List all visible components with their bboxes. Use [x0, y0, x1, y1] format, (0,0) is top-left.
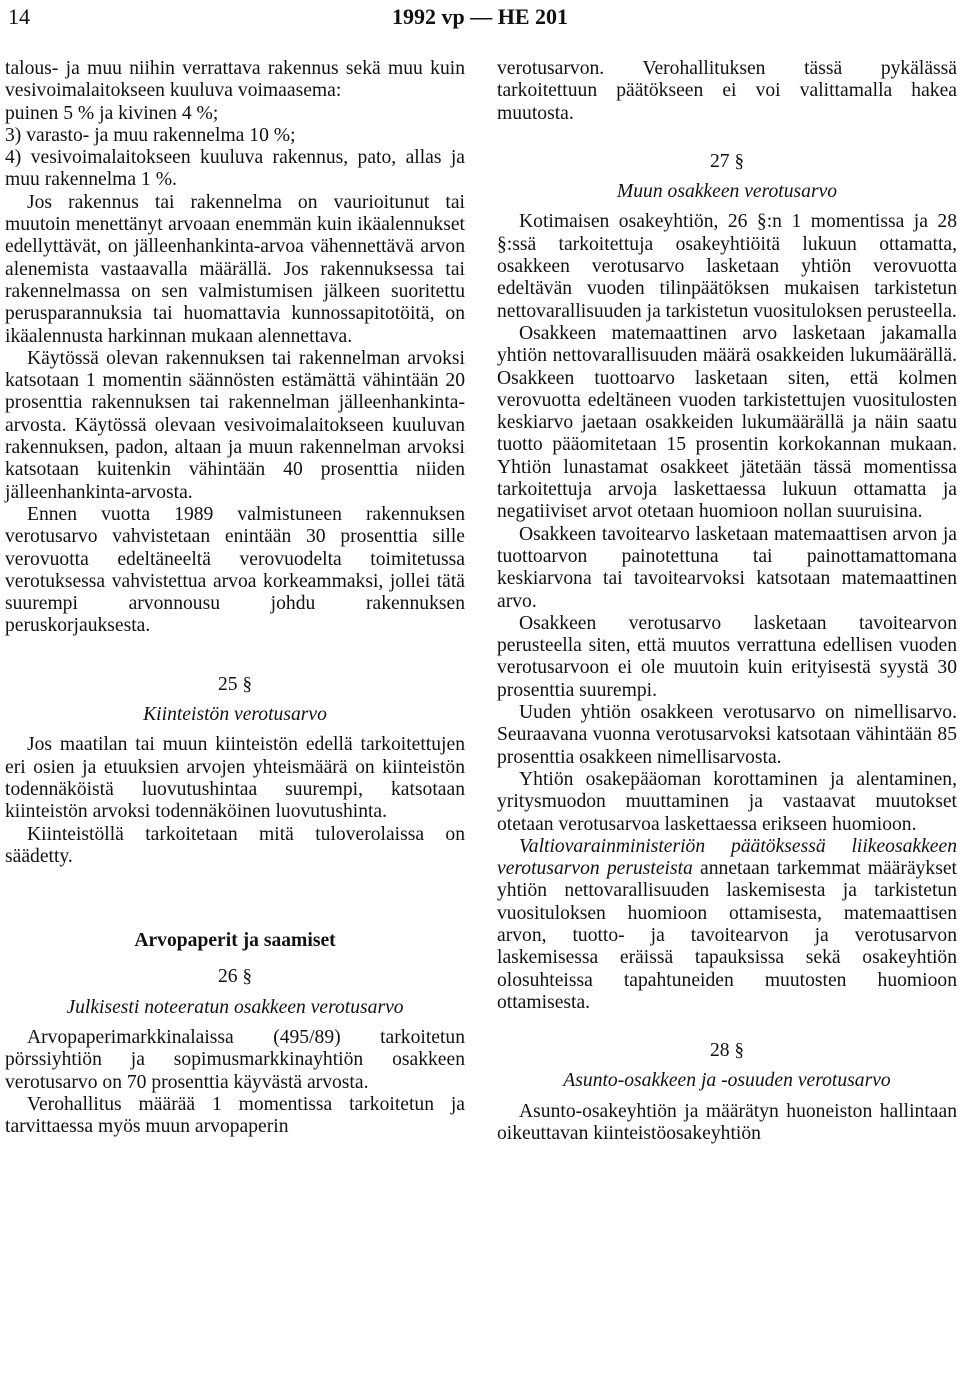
paragraph: Kiinteistöllä tarkoitetaan mitä tuloverolaissa on säädetty.: [5, 823, 465, 867]
paragraph: Jos rakennus tai rakennelma on vaurioitunut tai muutoin menettänyt arvoaan enemmän kuin ikäalennukset edellyttävät, on jälleenhankinta-arvoa vähennettävä arvon alenemista vastaavalla määrällä. Jos rakennuksessa tai rakennelmassa on sen valmistumisen jälkeen suoritettu perusparannuksia tai huomattavia kunnossapitotöitä, on ikäalennusta harkinnan mukaan alennettava.: [5, 191, 465, 347]
paragraph: Yhtiön osakepääoman korottaminen ja alentaminen, yritysmuodon muuttaminen ja vastaavat muutokset otetaan verotusarvoa laskettaessa erikseen huomioon.: [497, 768, 957, 835]
section-title-26: Julkisesti noteeratun osakkeen verotusarvo: [66, 996, 404, 1018]
left-column: [5, 58, 465, 1138]
paragraph: Asunto-osakeyhtiön ja määrätyn huoneiston hallintaan oikeuttavan kiinteistöosakeyhtiön: [497, 1100, 957, 1145]
page-number: 14: [8, 4, 30, 29]
section-number-27: 27 §: [710, 150, 744, 172]
section-number-25: 25 §: [218, 673, 252, 695]
paragraph: Verohallitus määrää 1 momentissa tarkoitetun ja tarvittaessa myös muun arvopaperin: [5, 1093, 465, 1138]
paragraph: talous- ja muu niihin verrattava rakennus sekä muu kuin vesivoimalaitokseen kuuluva voimaasema:: [5, 58, 465, 102]
section-title-28: Asunto-osakkeen ja -osuuden verotusarvo: [563, 1070, 891, 1092]
paragraph: verotusarvon. Verohallituksen tässä pykälässä tarkoitettuun päätökseen ei voi valittamalla hakea muutosta.: [497, 58, 957, 124]
paragraph: Osakkeen verotusarvo lasketaan tavoitearvon perusteella siten, että muutos verrattuna edellisen vuoden verotusarvoon ei ole muutoin kuin erityisestä syystä 30 prosenttia suurempi.: [497, 612, 957, 701]
right-column: [497, 58, 957, 1145]
paragraph: Käytössä olevan rakennuksen tai rakennelman arvoksi katsotaan 1 momentin säännösten estämättä vähintään 20 prosenttia rakennuksen tai rakennelman jälleenhankinta-arvosta. Käytössä olevaan vesivoimalaitokseen kuuluvan rakennuksen, padon, altaan ja muun rakennelman arvoksi katsotaan kuitenkin vähintään 40 prosenttia niiden jälleenhankinta-arvosta.: [5, 347, 465, 503]
running-head: 1992 vp — HE 201: [391, 4, 569, 29]
section-number-28: 28 §: [710, 1040, 744, 1062]
chapter-heading: Arvopaperit ja saamiset: [134, 930, 336, 952]
paragraph: Osakkeen matemaattinen arvo lasketaan jakamalla yhtiön nettovarallisuuden määrä osakkeiden lukumäärällä. Osakkeen tuottoarvo lasketaan siten, että kolmen verovuotta edeltäneen vuoden tarkistettujen vuositulosten keskiarvo jaetaan osakkeiden lukumäärällä ja näin saatu tuotto pääomitetaan 15 prosentin korkokannan mukaan. Yhtiön lunastamat osakkeet jätetään tässä momentissa tarkoitettuja arvoja laskettaessa lukuun ottamatta ja negatiiviset arvot otetaan huomioon nollan suuruisina.: [497, 322, 957, 523]
decision-title: Valtiovarainministeriön päätöksessä liikeosakkeen verotusarvon perusteista: [497, 835, 957, 880]
paragraph: Ennen vuotta 1989 valmistuneen rakennuksen verotusarvo vahvistetaan enintään 30 prosenttia sille verovuotta edeltäneeltä verovuodelta toimitetussa verotuksessa vahvistettua arvoa korkeammaksi, jollei tätä suurempi arvonnousu johdu rakennuksen peruskorjauksesta.: [5, 503, 465, 637]
paragraph: Osakkeen tavoitearvo lasketaan matemaattisen arvon ja tuottoarvon painotettuna tai painottamattomana keskiarvona tai tavoitearvoksi katsotaan matemaattinen arvo.: [497, 523, 957, 612]
paragraph: Uuden yhtiön osakkeen verotusarvo on nimellisarvo. Seuraavana vuonna verotusarvoksi katsotaan vähintään 85 prosenttia osakkeen nimellisarvosta.: [497, 702, 957, 768]
paragraph: Arvopaperimarkkinalaissa (495/89) tarkoitetun pörssiyhtiön ja sopimusmarkkinayhtiön osakkeen verotusarvo on 70 prosenttia käyvästä arvosta.: [5, 1026, 465, 1093]
paragraph: 3) varasto- ja muu rakennelma 10 %;: [5, 124, 296, 146]
paragraph: Jos maatilan tai muun kiinteistön edellä tarkoitettujen eri osien ja etuuksien arvojen yhteismäärä on kiinteistön todennäköistä luovutushintaa suurempi, katsotaan kiinteistön arvoksi todennäköinen luovutushinta.: [5, 734, 465, 823]
page-header: [0, 0, 960, 40]
section-title-27: Muun osakkeen verotusarvo: [616, 181, 838, 203]
paragraph: Valtiovarainministeriön päätöksessä liikeosakkeen verotusarvon perusteista annetaan tarkemmat määräykset yhtiön nettovarallisuuden laskemisesta ja tarkistetun vuosituloksen huomioon ottamisesta, matemaattisen arvon, tuotto- ja tavoitearvon ja verotusarvon laskemisessa eräissä tapauksissa sekä osakeyhtiön olosuhteissa tapahtuneiden muutosten huomioon ottamisesta.: [497, 835, 957, 1013]
section-number-26: 26 §: [218, 966, 252, 988]
paragraph: 4) vesivoimalaitokseen kuuluva rakennus, pato, allas ja muu rakennelma 1 %.: [5, 147, 465, 191]
section-title-25: Kiinteistön verotusarvo: [143, 704, 327, 726]
paragraph: Kotimaisen osakeyhtiön, 26 §:n 1 momentissa ja 28 §:ssä tarkoitettuja osakeyhtiöitä lukuun ottamatta, osakkeen verotusarvo lasketaan yhtiön verovuotta edeltävän vuoden tilinpäätöksen mukaisen tarkistetun nettovarallisuuden ja tarkistetun vuosituloksen perusteella.: [497, 211, 957, 322]
paragraph: puinen 5 % ja kivinen 4 %;: [5, 102, 219, 124]
